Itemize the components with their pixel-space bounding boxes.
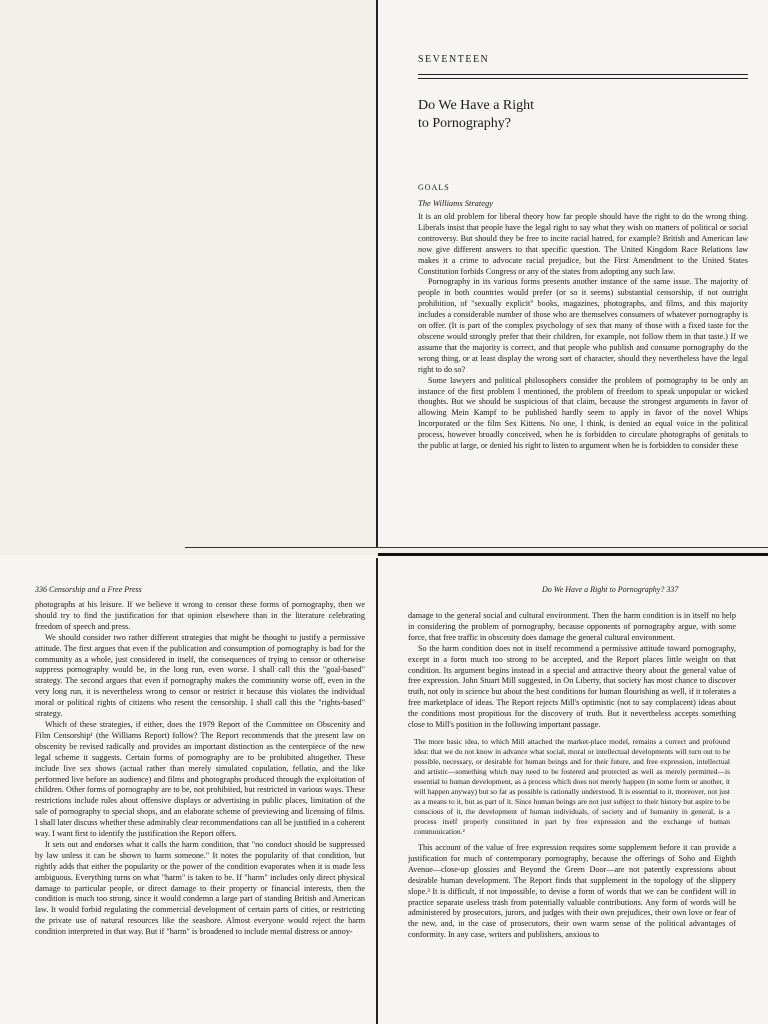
bottom-spine-line — [376, 558, 378, 1024]
paragraph: Some lawyers and political philosophers consider the problem of pornography to be only an instance of the first problem I mentioned, the problem of freedom to speak unpopular or wicked thoughts. But we should be suspicious of that claim, because the strongest arguments in favor of allowing Mein Kampf to be published hardly seem to apply in favor of the novel Whips Incorporated or the film Sex Kittens. No one, I think, is denied an equal voice in the political process, however broadly conceived, when he is forbidden to circulate photographs of genitals to the public at large, or denied his right to listen to argument when he is forbidden to consider these — [418, 375, 748, 451]
block-quote: The more basic idea, to which Mill attached the market-place model, remains a correct and profound idea: that we do not know in advance what social, moral or intellectual developments will turn out to be possible, necessary, or desirable for human beings and for their future, and free expression, intellectual and artistic—something which may need to be fostered and protected as well as merely permitted—is essential to human development, as a process which does not merely happen (in some form or another, it will happen anyway) but so far as possible is rationally understood. It is essential to it, moreover, not just as a means to it, but as part of it. Since human beings are not just subject to their history but aspire to be conscious of it, the development of human individuals, of society and of humanity in general, is a process itself properly constituted in part by free expression and the exchange of human communication.² — [414, 736, 730, 836]
chapter-title-line1: Do We Have a Right — [418, 98, 535, 113]
paragraph: We should consider two rather different strategies that might be thought to justify a permissive attitude. The first argues that even if the publication and consumption of pornography is bad for the community as a whole, just considered in itself, the consequences of trying to censor or otherwise suppress pornography would be, in the long run, even worse. I shall call this the "goal-based" strategy. The second argues that even if pornography makes the community worse off, even in the very long run, it is nevertheless wrong to censor or restrict it because this violates the individual moral or political rights of citizens who resent the censorship. I shall call this the "rights-based" strategy. — [35, 632, 365, 719]
chapter-rule-bottom — [418, 78, 748, 79]
paragraph: It is an old problem for liberal theory how far people should have the right to do the wrong thing. Liberals insist that people have the legal right to say what they wish on matters of political or social controversy. But should they be free to incite racial hatred, for example? British and American law now give different answers to that specific question. The United Kingdom Race Relations law makes it a crime to advocate racial prejudice, but the First Amendment to the United States Constitution forbids Congress or any of the states from adopting any such law. — [418, 212, 748, 276]
chapter-title-line2: to Pornography? — [418, 116, 511, 131]
chapter-rule-top — [418, 74, 748, 75]
paragraph: So the harm condition does not in itself recommend a permissive attitude toward pornography, except in a form much too strong to be accepted, and the Report places little weight on that condition. Its argument begins instead in a special and attractive theory about the general value of free expression. John Stuart Mill suggested, in On Liberty, that society has most chance to discover truth, not only in science but about the best conditions for human flourishing as well, if it tolerates a free marketplace of ideas. The Report rejects Mill's optimistic (not to say complacent) ideas about the conditions most propitious for the discovery of truth. But it nevertheless accepts something close to Mill's position in the following important passage. — [408, 643, 736, 730]
paragraph: photographs at his leisure. If we believe it wrong to censor these forms of pornography, then we should try to find the justification for that opinion elsewhere than in the literature celebrating freedom of speech and press. — [35, 600, 365, 631]
paragraph: Pornography in its various forms presents another instance of the same issue. The majority of people in both countries would prefer (or so it seems) substantial censorship, if not outright prohibition, of "sexually explicit" books, magazines, photographs, and films, and this majority includes a considerable number of those who are themselves consumers of whatever pornography is on offer. (It is part of the complex psychology of sex that many of those with a fixed taste for the obscene would strongly prefer that their children, for example, not follow them in that taste.) If we assume that the majority is correct, and that people who publish and consume pornography do the wrong thing, or at least display the wrong sort of character, should they nevertheless have the legal right to do so? — [418, 277, 748, 374]
top-page-text — [418, 212, 748, 538]
top-spine-line — [376, 0, 378, 548]
left-page-text — [35, 600, 365, 1020]
right-running-head: Do We Have a Right to Pornography? 337 — [542, 585, 679, 594]
paragraph: damage to the general social and cultural environment. Then the harm condition is in itself no help in considering the problem of pornography, because opponents of pornography argue, with some force, that free traffic in obscenity does damage the general cultural environment. — [408, 611, 736, 642]
paragraph: Which of these strategies, if either, does the 1979 Report of the Committee on Obscenity and Film Censorship¹ (the Williams Report) follow? The Report recommends that the present law on obscenity be revised radically and provides an important distinction as the centerpiece of the new legal scheme it suggests. Certain forms of pornography are to be prohibited altogether. These include live sex shows (actual rather than merely simulated copulation, fellatio, and the like performed live before an audience) and films and photographs produced through the exploitation of children. Other forms of pornography are to be, not prohibited, but restricted in various ways. These restrictions include rules about offensive displays or advertising in public places, limitation of the sale of pornography to special shops, and an elaborate scheme of previewing and licensing of films. I shall later discuss whether these admirably clear recommendations can all be justified in a coherent way. I want first to identify the justification the Report offers. — [35, 719, 365, 839]
subsection-heading: The Williams Strategy — [418, 198, 494, 208]
paragraph: It sets out and endorses what it calls the harm condition, that "no conduct should be suppressed by law unless it can be shown to harm someone." It notes the popularity of that condition, but rightly adds that either the popularity or the power of the condition evaporates when it is made less ambiguous. Everything turns on what "harm" is taken to be. If "harm" includes only direct physical damage to particular people, or direct damage to their property or financial interests, then the condition is much too strong, since it would condemn a large part of standing British and American law. It would forbid regulating the commercial development of certain parts of cities, or restricting the private use of natural resources like the seashore. Almost everyone would reject the harm condition interpreted in that way. But if "harm" is broadened to include mental distress or annoy- — [35, 839, 365, 937]
left-running-head: 336 Censorship and a Free Press — [35, 585, 142, 594]
right-page-text — [408, 611, 736, 1021]
paragraph: This account of the value of free expression requires some supplement before it can provide a justification for much of contemporary pornography, because the offerings of Soho and Eighth Avenue—close-up glossies and Beyond the Green Door—are not patently expressions about desirable human development. The Report finds that supplement in the topology of the slippery slope.³ It is difficult, if not impossible, to devise a form of words that we can be confident will in practice separate useless trash from potentially valuable contributions. Any form of words will be administered by prosecutors, jurors, and judges with their own prejudices, their own love or fear of the new, and, in the case of prosecutors, their own warm sense of the political advantages of conformity. In any case, writers and publishers, anxious to — [408, 842, 736, 940]
bottom-page-top-edge — [378, 553, 768, 556]
section-heading: GOALS — [418, 183, 450, 192]
chapter-title — [418, 97, 718, 133]
top-page-bottom-edge — [185, 547, 768, 548]
chapter-label: SEVENTEEN — [418, 54, 490, 65]
